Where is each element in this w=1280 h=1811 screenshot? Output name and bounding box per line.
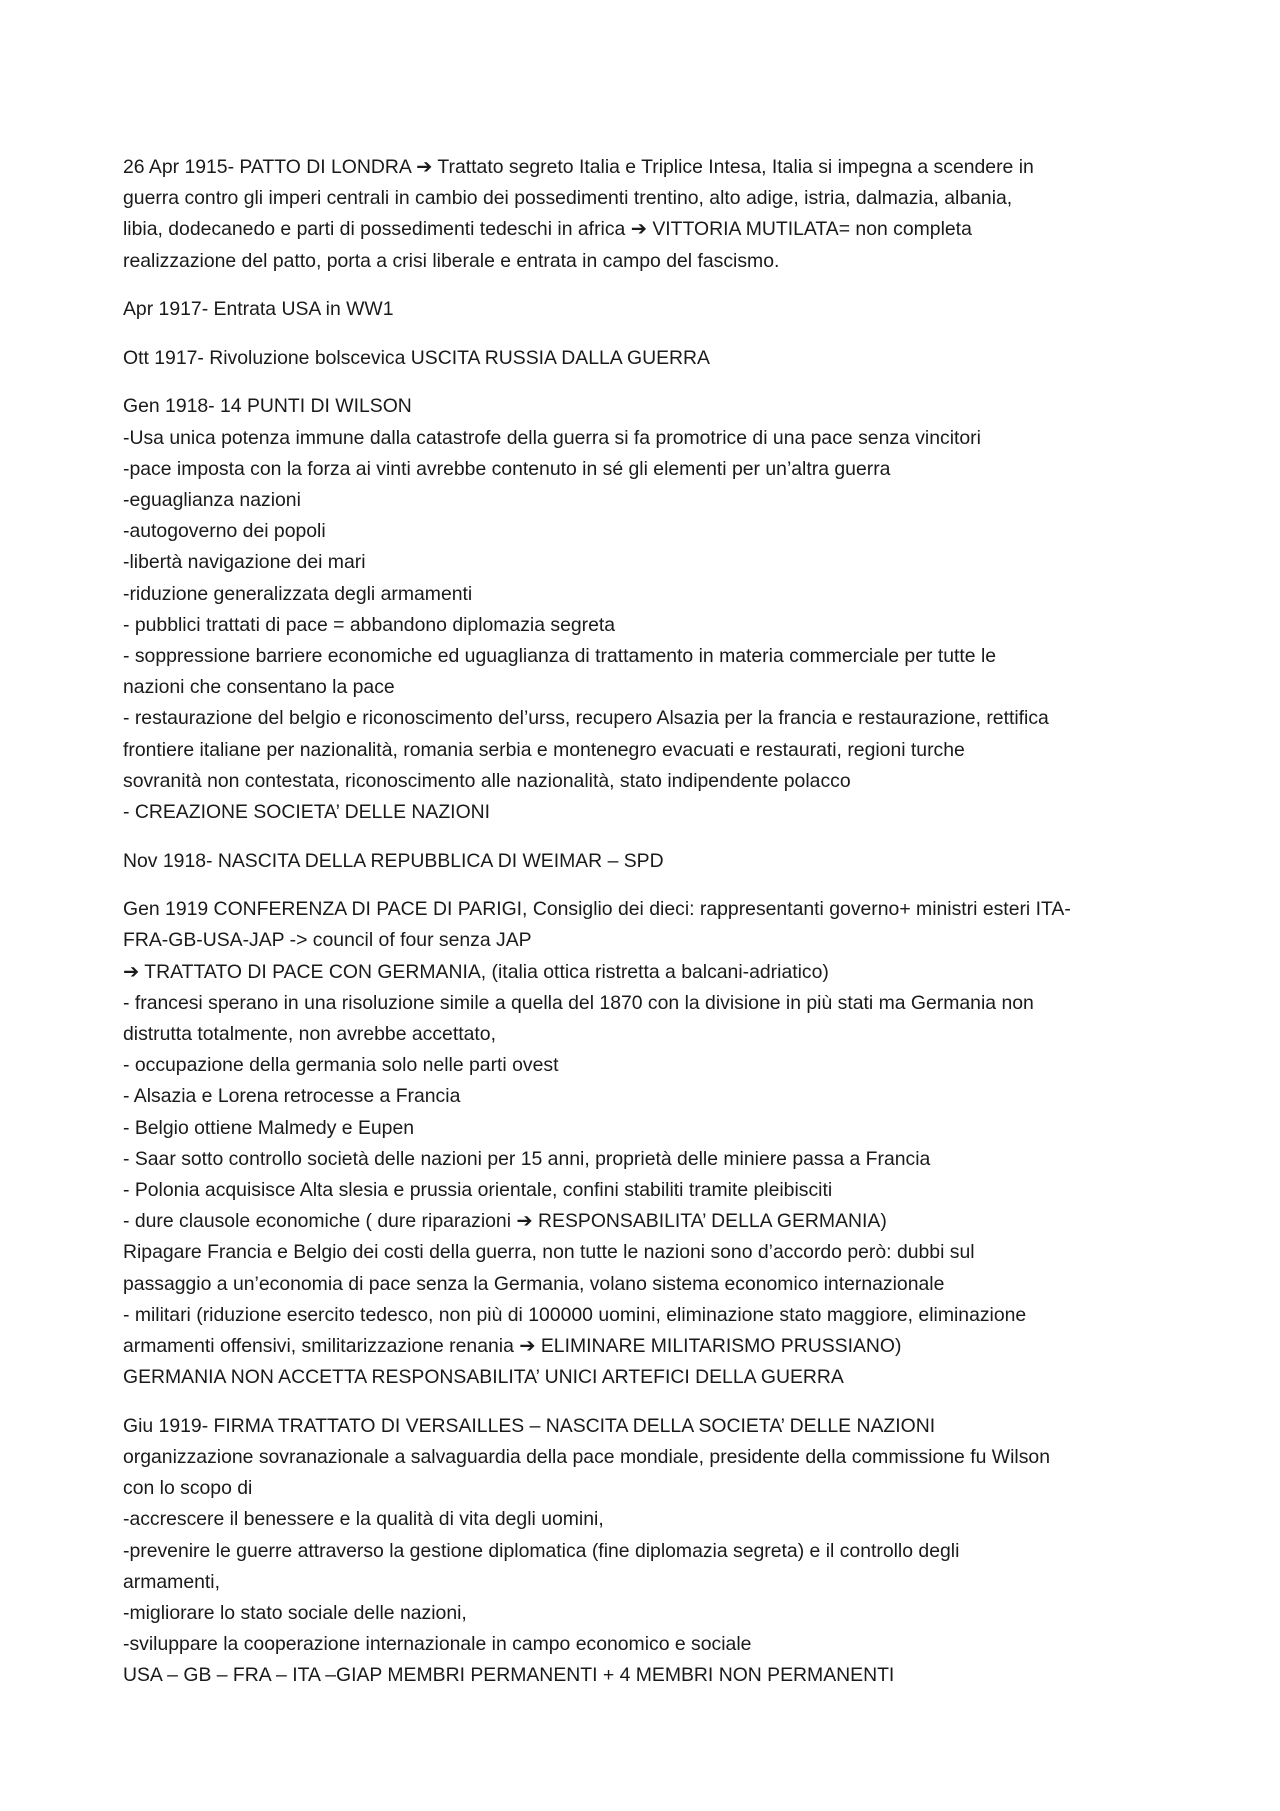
text-line: -libertà navigazione dei mari: [123, 551, 366, 574]
text-line: - soppressione barriere economiche ed uguaglianza di trattamento in materia commerciale per tutte le: [123, 645, 997, 668]
text-line: -eguaglianza nazioni: [123, 489, 301, 511]
text-line: libia, dodecanedo e parti di possedimenti tedeschi in africa ➔ VITTORIA MUTILATA= non completa: [123, 218, 972, 241]
paragraph-conferenza-parigi: [123, 894, 1173, 1393]
text-line: Gen 1919 CONFERENZA DI PACE DI PARIGI, Consiglio dei dieci: rappresentanti governo+ ministri esteri ITA-: [123, 898, 1071, 921]
paragraph-14-punti-wilson: [123, 391, 1173, 828]
text-line: - militari (riduzione esercito tedesco, non più di 100000 uomini, eliminazione stato maggiore, eliminazione: [123, 1303, 1027, 1326]
text-line: -migliorare lo stato sociale delle nazioni,: [123, 1602, 467, 1625]
text-line: Ott 1917- Rivoluzione bolscevica USCITA RUSSIA DALLA GUERRA: [123, 346, 710, 369]
text-line: realizzazione del patto, porta a crisi liberale e entrata in campo del fascismo.: [123, 249, 780, 272]
text-line: - pubblici trattati di pace = abbandono diplomazia segreta: [123, 613, 616, 636]
text-line: Apr 1917- Entrata USA in WW1: [123, 298, 394, 321]
document-page: [123, 152, 1173, 1709]
text-line: -sviluppare la cooperazione internazionale in campo economico e sociale: [123, 1633, 752, 1656]
text-line: -autogoverno dei popoli: [123, 520, 326, 543]
text-line: - CREAZIONE SOCIETA’ DELLE NAZIONI: [123, 801, 491, 824]
text-line: sovranità non contestata, riconoscimento alle nazionalità, stato indipendente polacco: [123, 769, 851, 792]
text-line: - Saar sotto controllo società delle nazioni per 15 anni, proprietà delle miniere passa a Francia: [123, 1147, 931, 1170]
text-line: USA – GB – FRA – ITA –GIAP MEMBRI PERMANENTI + 4 MEMBRI NON PERMANENTI: [123, 1664, 895, 1687]
text-line: distrutta totalmente, non avrebbe accettato,: [123, 1023, 496, 1046]
text-line: - francesi sperano in una risoluzione simile a quella del 1870 con la divisione in più stati ma Germania non: [123, 991, 1034, 1014]
paragraph-trattato-versailles: [123, 1411, 1173, 1692]
paragraph-repubblica-weimar: [123, 846, 1173, 877]
text-line: armamenti,: [123, 1570, 220, 1593]
text-line: -accrescere il benessere e la qualità di vita degli uomini,: [123, 1508, 604, 1531]
text-line: - restaurazione del belgio e riconoscimento del’urss, recupero Alsazia per la francia e restaurazione, rettifica: [123, 707, 1049, 730]
text-line: nazioni che consentano la pace: [123, 676, 395, 699]
text-line: Gen 1918- 14 PUNTI DI WILSON: [123, 395, 412, 418]
paragraph-patto-di-londra: [123, 152, 1173, 277]
text-line: - occupazione della germania solo nelle parti ovest: [123, 1054, 559, 1077]
text-line: guerra contro gli imperi centrali in cambio dei possedimenti trentino, alto adige, istria, dalmazia, albania,: [123, 187, 1013, 210]
text-line: -prevenire le guerre attraverso la gestione diplomatica (fine diplomazia segreta) e il controllo degli: [123, 1539, 960, 1562]
text-line: Ripagare Francia e Belgio dei costi della guerra, non tutte le nazioni sono d’accordo però: dubbi sul: [123, 1241, 975, 1264]
text-line: - Belgio ottiene Malmedy e Eupen: [123, 1116, 415, 1139]
text-line: - Polonia acquisisce Alta slesia e prussia orientale, confini stabiliti tramite pleibisciti: [123, 1179, 833, 1202]
paragraph-rivoluzione-bolscevica: [123, 343, 1173, 374]
text-line: Nov 1918- NASCITA DELLA REPUBBLICA DI WEIMAR – SPD: [123, 849, 664, 872]
text-line: passaggio a un’economia di pace senza la Germania, volano sistema economico internazionale: [123, 1272, 945, 1295]
text-line: organizzazione sovranazionale a salvaguardia della pace mondiale, presidente della commissione fu Wilson: [123, 1446, 1050, 1469]
text-line: -Usa unica potenza immune dalla catastrofe della guerra si fa promotrice di una pace senza vincitori: [123, 426, 981, 449]
text-line: - dure clausole economiche ( dure riparazioni ➔ RESPONSABILITA’ DELLA GERMANIA): [123, 1210, 887, 1233]
text-line: -pace imposta con la forza ai vinti avrebbe contenuto in sé gli elementi per un’altra guerra: [123, 457, 891, 480]
text-line: - Alsazia e Lorena retrocesse a Francia: [123, 1085, 461, 1108]
text-line: -riduzione generalizzata degli armamenti: [123, 582, 473, 605]
text-line: armamenti offensivi, smilitarizzazione renania ➔ ELIMINARE MILITARISMO PRUSSIANO): [123, 1335, 902, 1358]
text-line: GERMANIA NON ACCETTA RESPONSABILITA’ UNICI ARTEFICI DELLA GUERRA: [123, 1366, 844, 1389]
text-line: 26 Apr 1915- PATTO DI LONDRA ➔ Trattato segreto Italia e Triplice Intesa, Italia si impegna a scendere in: [123, 156, 1034, 178]
text-line: Giu 1919- FIRMA TRATTATO DI VERSAILLES – NASCITA DELLA SOCIETA’ DELLE NAZIONI: [123, 1414, 936, 1437]
text-line: ➔ TRATTATO DI PACE CON GERMANIA, (italia ottica ristretta a balcani-adriatico): [123, 960, 829, 983]
text-line: frontiere italiane per nazionalità, romania serbia e montenegro evacuati e restaurati, regioni turche: [123, 738, 965, 761]
paragraph-entrata-usa: [123, 294, 1173, 325]
text-line: FRA-GB-USA-JAP -> council of four senza JAP: [123, 929, 532, 952]
text-line: con lo scopo di: [123, 1477, 253, 1500]
